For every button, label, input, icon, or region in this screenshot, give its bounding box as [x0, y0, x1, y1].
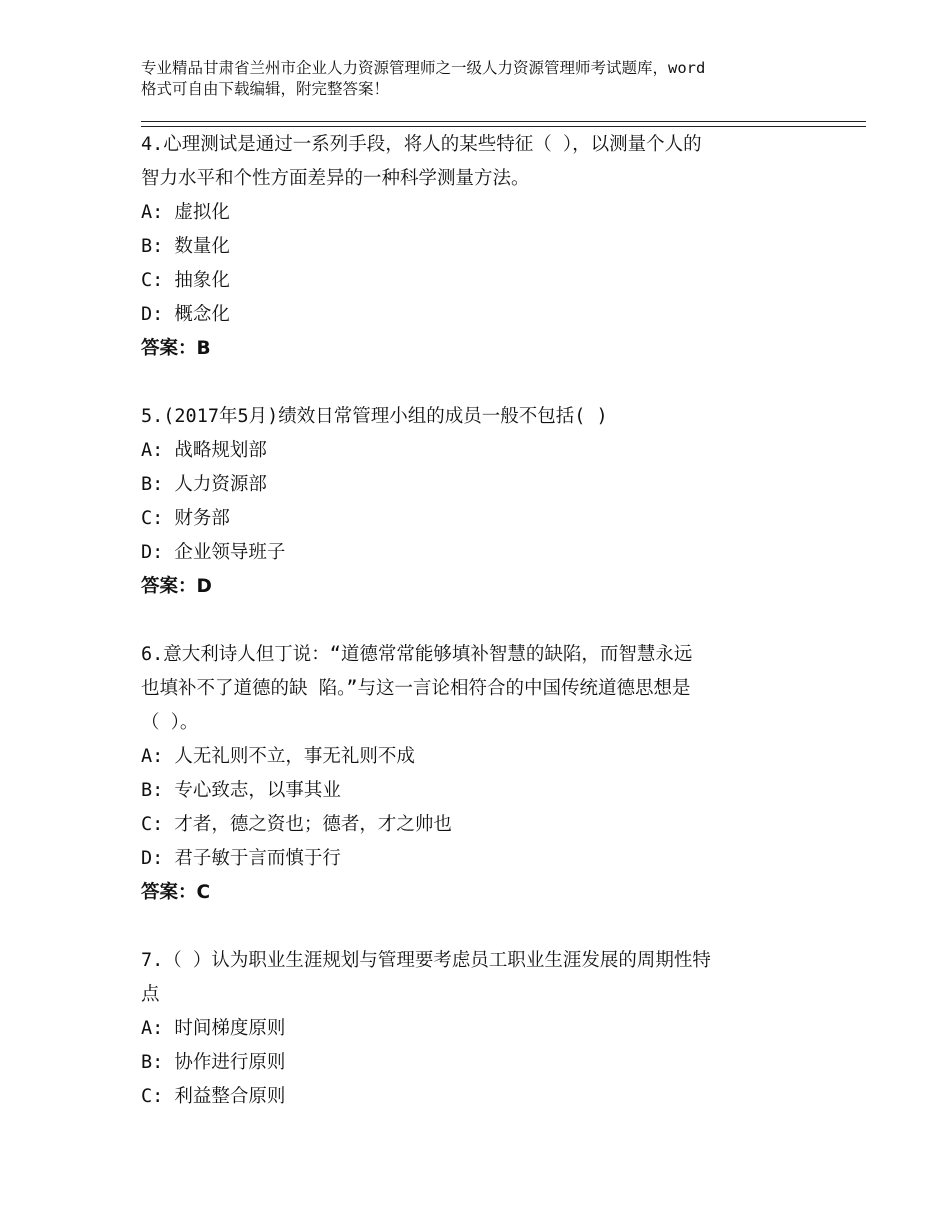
option-a: A: 人无礼则不立，事无礼则不成	[141, 746, 415, 767]
question-5	[141, 400, 841, 604]
option-a: A: 时间梯度原则	[141, 1018, 286, 1039]
spacer	[141, 366, 841, 400]
question-text-line: 6.意大利诗人但丁说：“道德常常能够填补智慧的缺陷，而智慧永远	[141, 644, 693, 665]
question-text-line: 4.心理测试是通过一系列手段，将人的某些特征（ ），以测量个人的	[141, 134, 702, 155]
option-b: B: 数量化	[141, 236, 230, 257]
option-b: B: 人力资源部	[141, 474, 267, 495]
question-text-line: 智力水平和个性方面差异的一种科学测量方法。	[141, 168, 530, 189]
question-text-line: 点	[141, 984, 160, 1005]
header-line-2: 格式可自由下载编辑，附完整答案！	[141, 80, 390, 98]
question-text-line: 也填补不了道德的缺 陷。”与这一言论相符合的中国传统道德思想是	[141, 678, 691, 699]
spacer	[141, 910, 841, 944]
option-c: C: 利益整合原则	[141, 1086, 286, 1107]
question-7	[141, 944, 841, 1114]
option-c: C: 才者，德之资也；德者，才之帅也	[141, 814, 452, 835]
option-c: C: 抽象化	[141, 270, 230, 291]
question-text-line: （ ）。	[141, 712, 199, 733]
question-text-line: 7.（ ）认为职业生涯规划与管理要考虑员工职业生涯发展的周期性特	[141, 950, 711, 971]
document-header	[141, 58, 841, 100]
option-d: D: 概念化	[141, 304, 230, 325]
answer-label: 答案：C	[141, 882, 211, 903]
header-line-1: 专业精品甘肃省兰州市企业人力资源管理师之一级人力资源管理师考试题库，word	[141, 59, 706, 77]
question-list	[141, 128, 841, 1114]
question-text-line: 5.(2017年5月)绩效日常管理小组的成员一般不包括( )	[141, 406, 608, 427]
option-d: D: 企业领导班子	[141, 542, 286, 563]
option-a: A: 战略规划部	[141, 440, 267, 461]
option-a: A: 虚拟化	[141, 202, 230, 223]
question-4	[141, 128, 841, 366]
answer-label: 答案：D	[141, 576, 212, 597]
answer-label: 答案：B	[141, 338, 211, 359]
option-d: D: 君子敏于言而慎于行	[141, 848, 341, 869]
spacer	[141, 604, 841, 638]
option-b: B: 协作进行原则	[141, 1052, 286, 1073]
question-6	[141, 638, 841, 910]
header-divider	[141, 121, 866, 127]
option-c: C: 财务部	[141, 508, 230, 529]
option-b: B: 专心致志，以事其业	[141, 780, 341, 801]
